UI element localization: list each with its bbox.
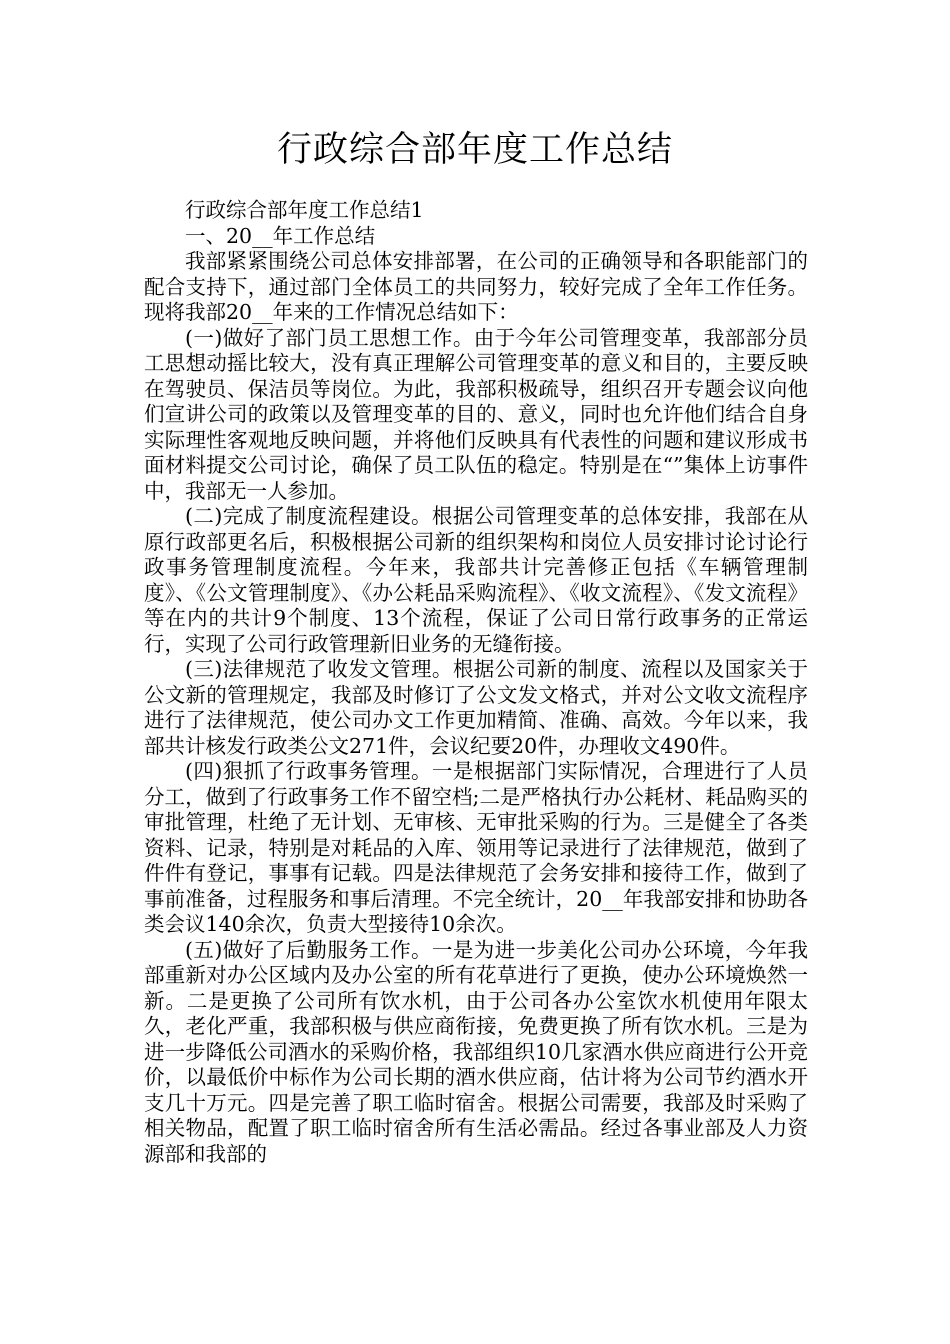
paragraph-subtitle: 行政综合部年度工作总结1: [185, 198, 424, 222]
document-title: 行政综合部年度工作总结: [276, 130, 673, 170]
document-body: [144, 198, 808, 1167]
paragraph-item-5: (五)做好了后勤服务工作。一是为进一步美化公司办公环境，今年我部重新对办公区域内及办公室的所有花草进行了更换，使办公环境焕然一新。二是更换了公司所有饮水机，由于公司各办公室饮水机使用年限太久，老化严重，我部积极与供应商衔接，免费更换了所有饮水机。三是为进一步降低公司酒水的采购价格，我部组织10几家酒水供应商进行公开竞价，以最低价中标作为公司长期的酒水供应商，估计将为公司节约酒水开支几十万元。四是完善了职工临时宿舍。根据公司需要，我部及时采购了相关物品，配置了职工临时宿舍所有生活必需品。经过各事业部及人力资源部和我部的: [144, 937, 808, 1166]
paragraph-item-1: (一)做好了部门员工思想工作。由于今年公司管理变革，我部部分员工思想动摇比较大，没有真正理解公司管理变革的意义和目的，主要反映在驾驶员、保洁员等岗位。为此，我部积极疏导，组织召开专题会议向他们宣讲公司的政策以及管理变革的目的、意义，同时也允许他们结合自身实际理性客观地反映问题，并将他们反映具有代表性的问题和建议形成书面材料提交公司讨论，确保了员工队伍的稳定。特别是在“”集体上访事件中，我部无一人参加。: [144, 325, 808, 503]
paragraph-item-4: (四)狠抓了行政事务管理。一是根据部门实际情况，合理进行了人员分工，做到了行政事务工作不留空档;二是严格执行办公耗材、耗品购买的审批管理，杜绝了无计划、无审核、无审批采购的行为。三是健全了各类资料、记录，特别是对耗品的入库、领用等记录进行了法律规范，做到了件件有登记，事事有记载。四是法律规范了会务安排和接待工作，做到了事前准备，过程服务和事后清理。不完全统计，20__年我部安排和协助各类会议140余次，负责大型接待10余次。: [144, 759, 808, 936]
paragraph-item-3: (三)法律规范了收发文管理。根据公司新的制度、流程以及国家关于公文新的管理规定，我部及时修订了公文发文格式，并对公文收文流程序进行了法律规范，使公司办文工作更加精简、准确、高效。今年以来，我部共计核发行政类公文271件，会议纪要20件，办理收文490件。: [144, 657, 808, 758]
paragraph-intro: 我部紧紧围绕公司总体安排部署，在公司的正确领导和各职能部门的配合支持下，通过部门全体员工的共同努力，较好完成了全年工作任务。现将我部20__年来的工作情况总结如下：: [144, 249, 808, 324]
paragraph-section-heading: 一、20__年工作总结: [185, 223, 376, 248]
paragraph-item-2: (二)完成了制度流程建设。根据公司管理变革的总体安排，我部在从原行政部更名后，积极根据公司新的组织架构和岗位人员安排讨论讨论行政事务管理制度流程。今年来，我部共计完善修正包括《车辆管理制度》、《公文管理制度》、《办公耗品采购流程》、《收文流程》、《发文流程》等在内的共计9个制度、13个流程，保证了公司日常行政事务的正常运行，实现了公司行政管理新旧业务的无缝衔接。: [144, 504, 808, 656]
